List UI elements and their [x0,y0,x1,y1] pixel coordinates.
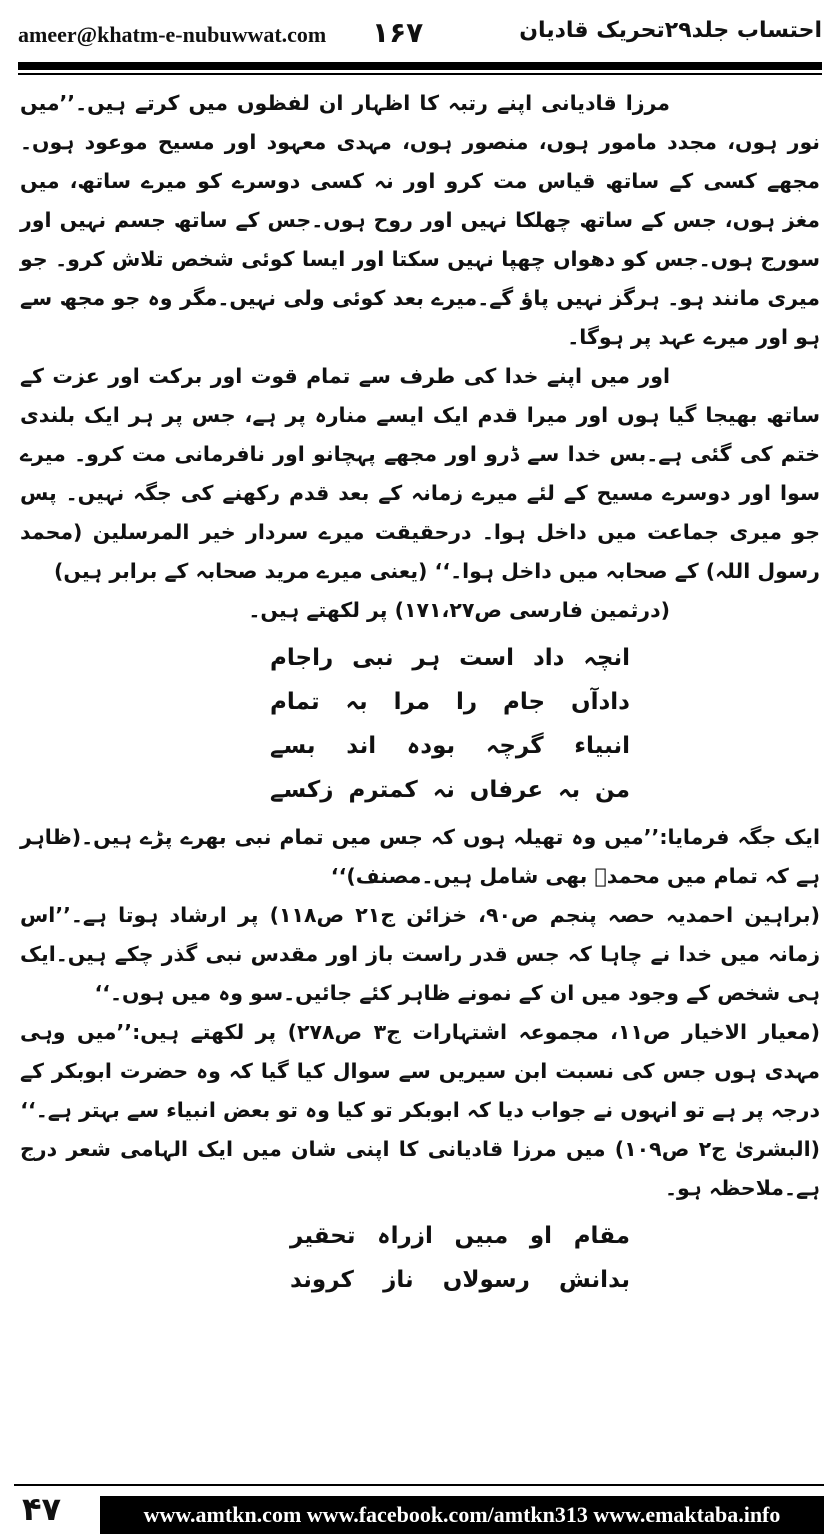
poem-word: کمترم [348,777,418,803]
poem-word: مرا [393,689,431,715]
poem-word: را [455,689,478,715]
poem-word: داد [532,645,565,671]
paragraph-1: مرزا قادیانی اپنے رتبہ کا اظہار ان لفظوں میں کرتے ہیں۔’’میں نور ہوں، مجدد مامور ہوں، منصور ہوں، مہدی معہود اور مسیح موعود ہوں۔ مجھے کسی کے ساتھ قیاس مت کرو اور نہ کسی دوسرے کو میرے ساتھ، میں مغز ہوں، جس کے ساتھ چھلکا نہیں اور روح ہوں۔جس کے ساتھ جسم نہیں اور سورج ہوں۔جس کو دھواں چھپا نہیں سکتا اور ایسا کوئی شخص تلاش کرو۔ جو میری مانند ہو۔ ہرگز نہیں پاؤ گے۔میرے بعد کوئی ولی نہیں۔مگر وہ جو مجھ سے ہو اور میرے عہد پر ہوگا۔ [20,91,820,349]
poem-line [270,680,630,724]
poem-word: زکسے [270,777,334,803]
poem-word: انبیاء [574,733,630,759]
poem-word: اند [346,733,377,759]
poem-word: عرفاں [469,777,544,803]
persian-poem-1 [20,636,820,812]
poem-word: نبی [352,645,394,671]
poem-line [290,1214,630,1258]
poem-word: راجام [270,645,334,671]
header-page-number: ۱۶۷ [372,16,424,49]
footer-page-number: ۴۷ [22,1490,62,1528]
poem-word: بودہ [406,733,456,759]
poem-word: است [459,645,515,671]
page-header [0,0,840,62]
header-email: ameer@khatm-e-nubuwwat.com [18,22,327,47]
poem-word: مقام [573,1223,630,1249]
header-rule-thick [18,62,822,70]
poem-word: بہ [558,777,581,803]
poem-word: جام [502,689,546,715]
running-title: احتساب جلد۲۹تحریک قادیان [519,18,822,43]
header-rule-thin [18,73,822,75]
poem-word: ازراہ [377,1223,433,1249]
poem-word: نہ [432,777,455,803]
paragraph-2: اور میں اپنے خدا کی طرف سے تمام قوت اور برکت اور عزت کے ساتھ بھیجا گیا ہوں اور میرا قدم ایک ایسے منارہ پر ہے، جس پر ہر ایک بلندی ختم کی گئی ہے۔بس خدا سے ڈرو اور مجھے پہچانو اور نافرمانی مت کرو۔ میرے سوا اور دوسرے مسیح کے لئے میرے زمانہ کے بعد قدم رکھنے کی جگہ نہیں۔ پس جو میری جماعت میں داخل ہوا۔ درحقیقت میرے سردار خیر المرسلین (محمد رسول اللہ) کے صحابہ میں داخل ہوا۔‘‘ (یعنی میرے مرید صحابہ کے برابر ہیں) [20,364,820,583]
paragraph-6: (معیار الاخیار ص۱۱، مجموعہ اشتہارات ج۳ ص۲۷۸) پر لکھتے ہیں:’’میں وہی مہدی ہوں جس کی نسبت ابن سیریں سے سوال کیا گیا کہ وہ حضرت ابوبکر کے درجہ پر ہے تو انہوں نے جواب دیا کہ ابوبکر تو کیا وہ تو بعض انبیاء سے بہتر ہے۔‘‘ [20,1020,820,1122]
footer-rule [14,1484,824,1486]
poem-word: ہر [412,645,441,671]
poem-word: انچہ [583,645,630,671]
poem-word: ناز [383,1267,414,1293]
paragraph-4: ایک جگہ فرمایا:’’میں وہ تھیلہ ہوں کہ جس میں تمام نبی بھرے پڑے ہیں۔(ظاہر ہے کہ تمام میں محمدؐ بھی شامل ہیں۔مصنف)‘‘ [20,825,820,888]
poem-word: دادآں [570,689,630,715]
poem-line [270,768,630,812]
poem-word: بسے [270,733,316,759]
persian-poem-2 [20,1214,820,1302]
poem-line [290,1258,630,1302]
poem-line [270,636,630,680]
paragraph-7: (البشریٰ ج۲ ص۱۰۹) میں مرزا قادیانی کا اپنی شان میں ایک الہامی شعر درج ہے۔ملاحظہ ہو۔ [20,1137,820,1200]
footer-links[interactable]: www.amtkn.com www.facebook.com/amtkn313 www.emaktaba.info [100,1496,824,1534]
poem-word: گرچہ [485,733,544,759]
poem-word: من [595,777,630,803]
poem-word: رسولاں [442,1267,530,1293]
poem-word: کروند [290,1267,354,1293]
paragraph-5: (براہین احمدیہ حصہ پنجم ص۹۰، خزائن ج۲۱ ص۱۱۸) پر ارشاد ہوتا ہے۔’’اس زمانہ میں خدا نے چاہا کہ جس قدر راست باز اور مقدس نبی گذر چکے ہیں۔ایک ہی شخص کے وجود میں ان کے نمونے ظاہر کئے جائیں۔سو وہ میں ہوں۔‘‘ [20,903,820,1005]
page-content [20,84,820,1464]
poem-word: مبیں [454,1223,509,1249]
poem-word: تمام [270,689,320,715]
poem-word: تحقیر [290,1223,356,1249]
paragraph-3: (درثمین فارسی ص۱۷۱،۲۷) پر لکھتے ہیں۔ [248,598,670,622]
poem-word: بہ [345,689,368,715]
poem-word: او [529,1223,553,1249]
poem-word: بدانش [559,1267,630,1293]
poem-line [270,724,630,768]
